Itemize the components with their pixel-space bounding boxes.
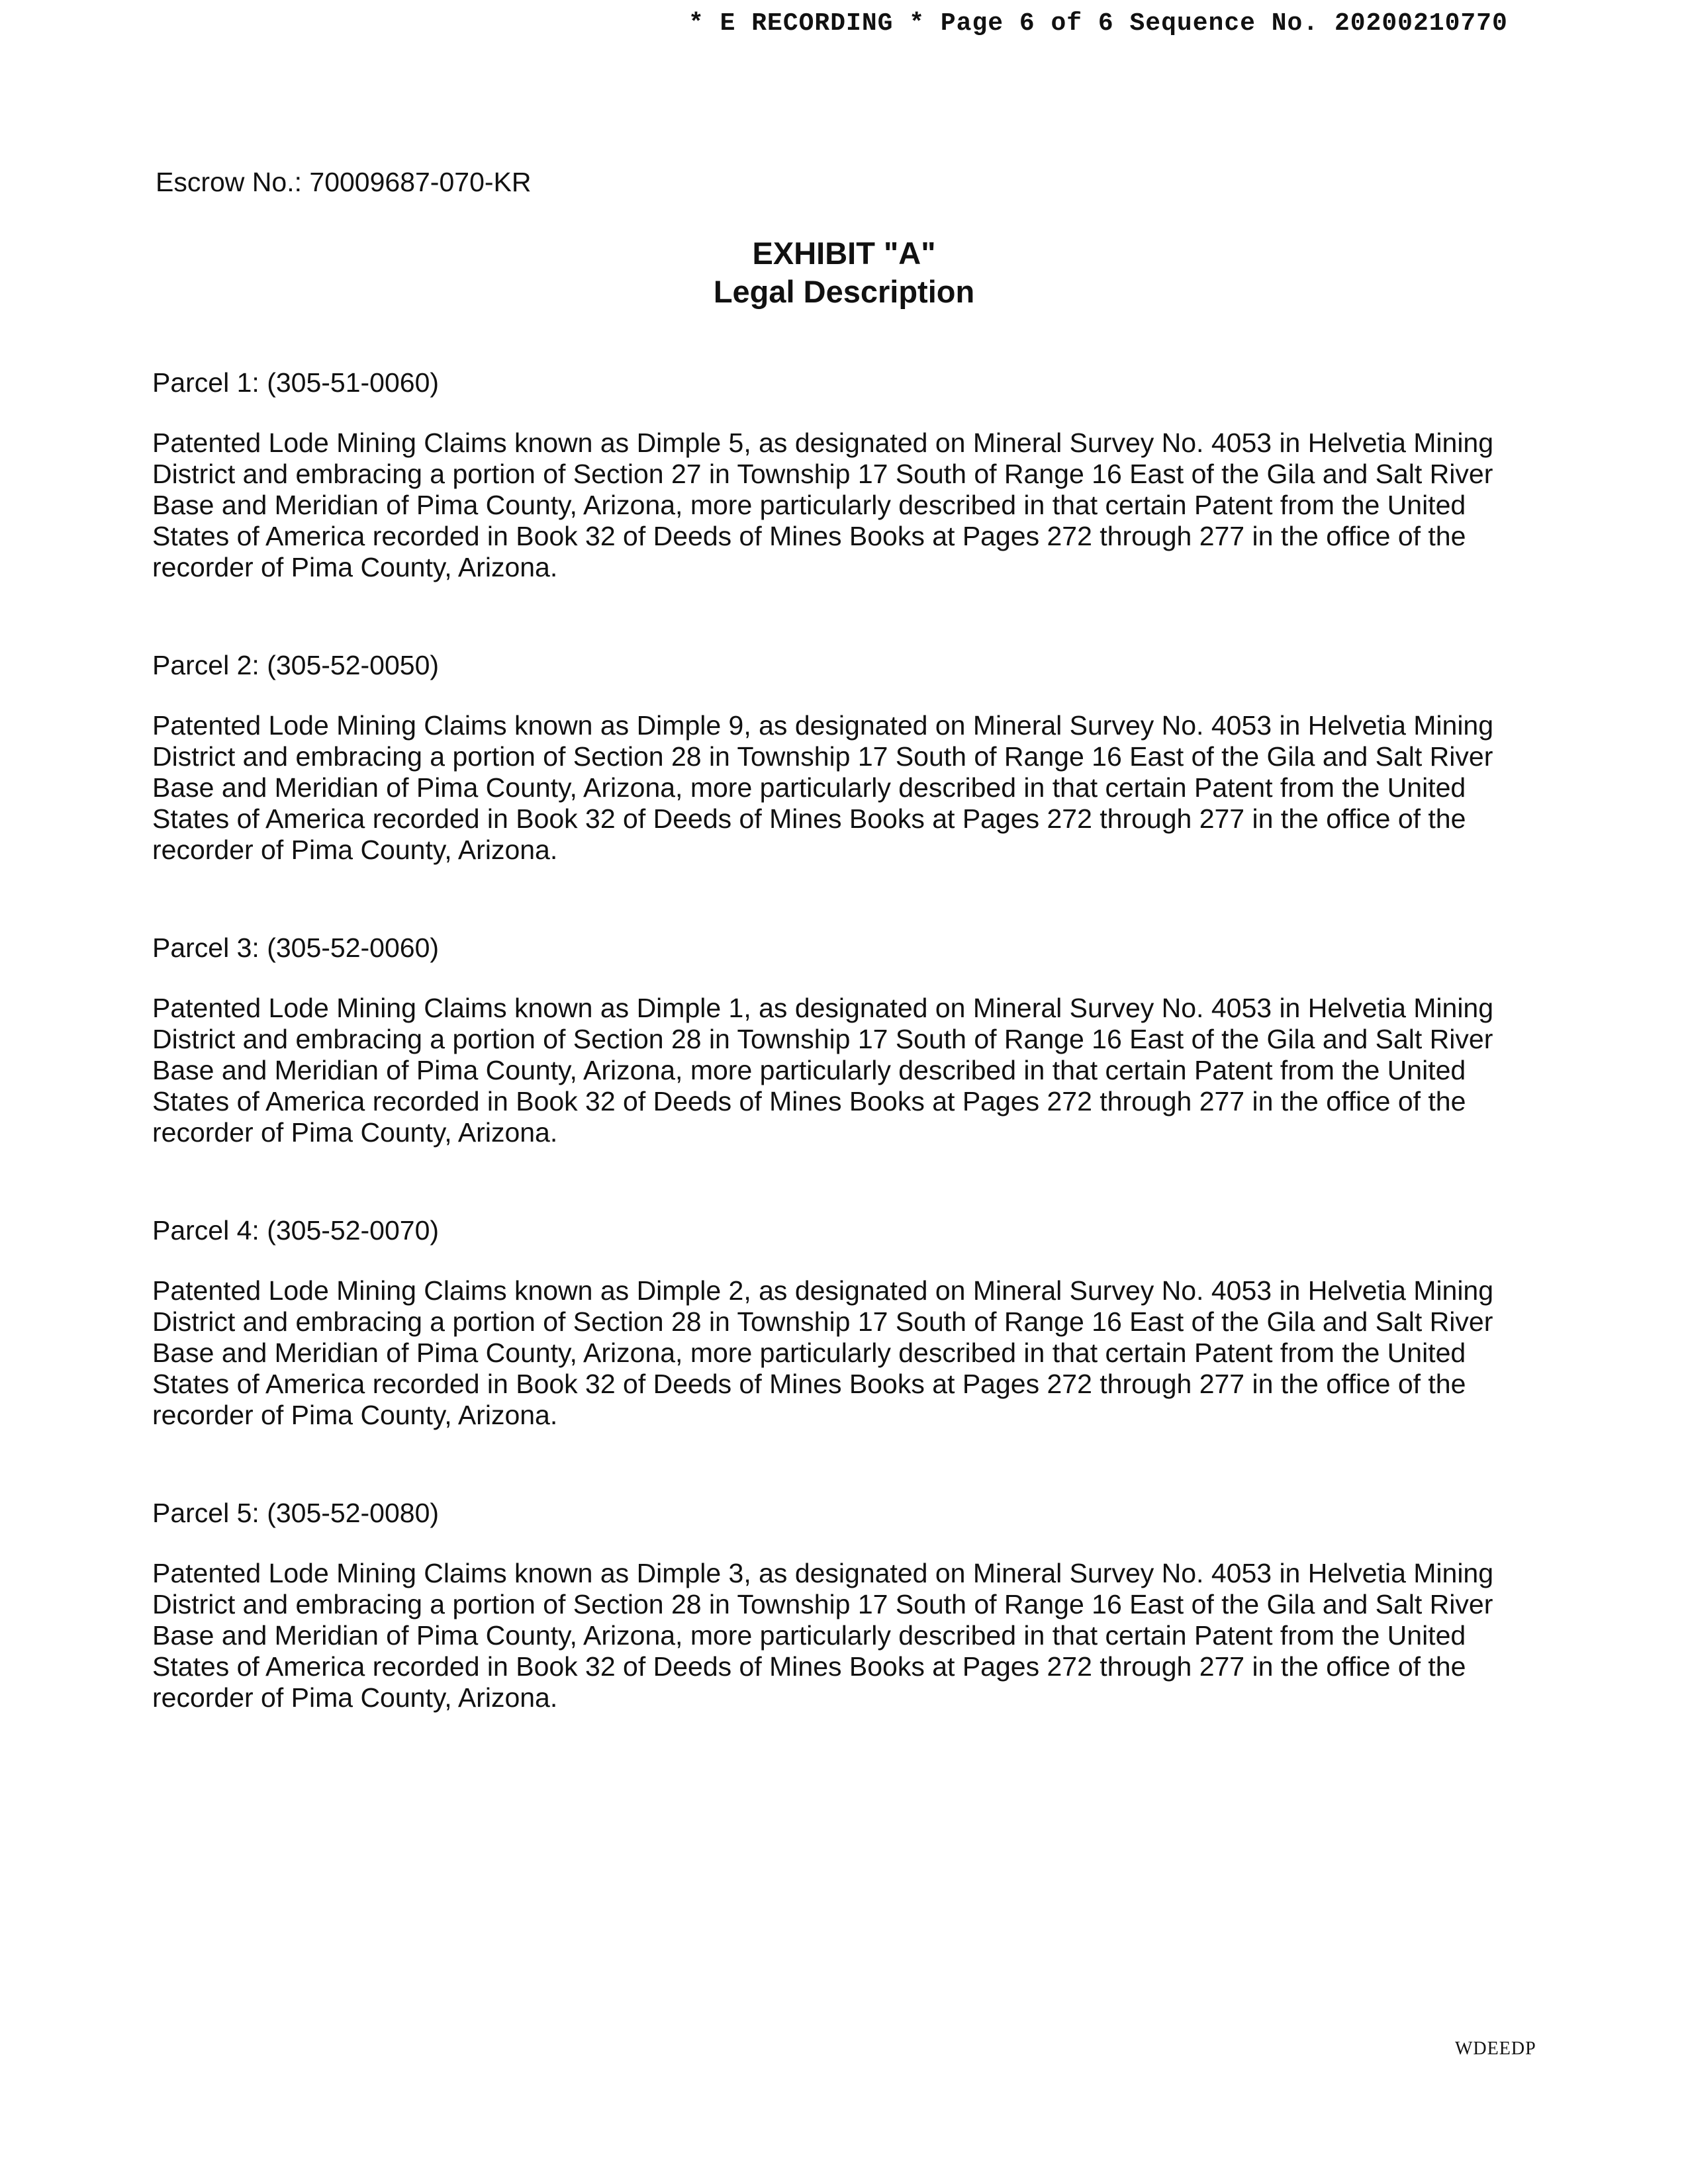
parcel-list [152,366,1529,1779]
exhibit-subtitle: Legal Description [713,274,975,309]
recording-header: * E RECORDING * Page 6 of 6 Sequence No. 20200210770 [688,9,1508,38]
parcel-heading: Parcel 5: (305-52-0080) [152,1498,440,1528]
parcel-4 [152,1214,1529,1496]
exhibit-title-block [0,234,1688,311]
parcel-heading: Parcel 4: (305-52-0070) [152,1215,440,1246]
parcel-description: Patented Lode Mining Claims known as Dimple 2, as designated on Mineral Survey No. 4053 in Helvetia Mining District and embracing a portion of Section 28 in Township 17 South of Range 16 East of the Gila and Salt River Base and Meridian of Pima County, Arizona, more particularly described in that certain Patent from the United States of America recorded in Book 32 of Deeds of Mines Books at Pages 272 through 277 in the office of the recorder of Pima County, Arizona. [152,1275,1494,1430]
parcel-heading: Parcel 3: (305-52-0060) [152,933,440,963]
parcel-3 [152,931,1529,1214]
escrow-number: Escrow No.: 70009687-070-KR [156,167,532,197]
parcel-5 [152,1496,1529,1779]
parcel-heading: Parcel 1: (305-51-0060) [152,367,440,398]
exhibit-title: EXHIBIT "A" [752,236,936,271]
parcel-2 [152,649,1529,931]
parcel-heading: Parcel 2: (305-52-0050) [152,650,440,680]
parcel-description: Patented Lode Mining Claims known as Dimple 9, as designated on Mineral Survey No. 4053 in Helvetia Mining District and embracing a portion of Section 28 in Township 17 South of Range 16 East of the Gila and Salt River Base and Meridian of Pima County, Arizona, more particularly described in that certain Patent from the United States of America recorded in Book 32 of Deeds of Mines Books at Pages 272 through 277 in the office of the recorder of Pima County, Arizona. [152,710,1494,865]
parcel-description: Patented Lode Mining Claims known as Dimple 1, as designated on Mineral Survey No. 4053 in Helvetia Mining District and embracing a portion of Section 28 in Township 17 South of Range 16 East of the Gila and Salt River Base and Meridian of Pima County, Arizona, more particularly described in that certain Patent from the United States of America recorded in Book 32 of Deeds of Mines Books at Pages 272 through 277 in the office of the recorder of Pima County, Arizona. [152,993,1494,1148]
form-code: WDEEDP [1455,2038,1536,2059]
parcel-1 [152,366,1529,649]
parcel-description: Patented Lode Mining Claims known as Dimple 3, as designated on Mineral Survey No. 4053 in Helvetia Mining District and embracing a portion of Section 28 in Township 17 South of Range 16 East of the Gila and Salt River Base and Meridian of Pima County, Arizona, more particularly described in that certain Patent from the United States of America recorded in Book 32 of Deeds of Mines Books at Pages 272 through 277 in the office of the recorder of Pima County, Arizona. [152,1558,1494,1713]
parcel-description: Patented Lode Mining Claims known as Dimple 5, as designated on Mineral Survey No. 4053 in Helvetia Mining District and embracing a portion of Section 27 in Township 17 South of Range 16 East of the Gila and Salt River Base and Meridian of Pima County, Arizona, more particularly described in that certain Patent from the United States of America recorded in Book 32 of Deeds of Mines Books at Pages 272 through 277 in the office of the recorder of Pima County, Arizona. [152,428,1494,582]
